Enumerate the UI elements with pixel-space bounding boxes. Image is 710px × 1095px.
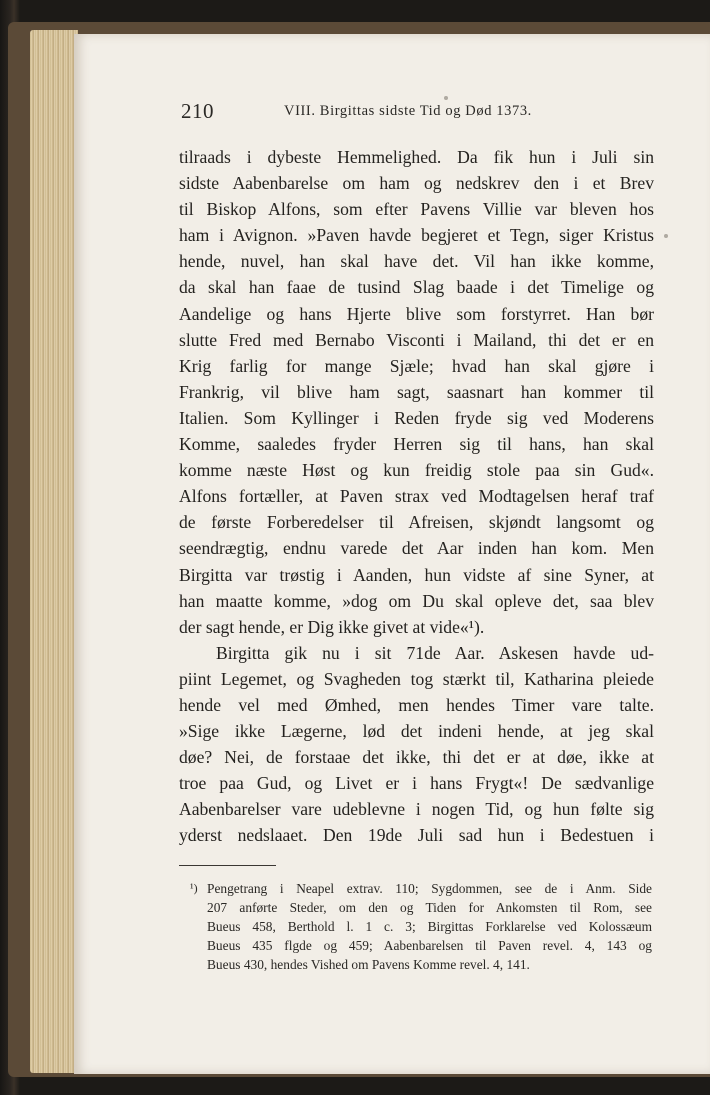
text-line: sidste Aabenbarelse om ham og nedskrev den i et Brev xyxy=(179,173,654,194)
text-line: de første Forberedelser til Afreisen, skjøndt langsomt og xyxy=(179,512,654,533)
text-line: »Sige ikke Lægerne, lød det indeni hende, at jeg skal xyxy=(179,721,654,742)
footnote-line xyxy=(180,880,652,899)
text-line: komme næste Høst og kun freidig stole paa sin Gud«. xyxy=(179,460,654,481)
footnotes xyxy=(180,880,652,974)
text-line: Aabenbarelser vare udeblevne i nogen Tid, og hun følte sig xyxy=(179,799,654,820)
footnote-marker: ¹) xyxy=(190,881,198,895)
text-line: troe paa Gud, og Livet er i hans Frygt«! De sædvanlige xyxy=(179,773,654,794)
text-line: Alfons fortæller, at Paven strax ved Modtagelsen heraf traf xyxy=(179,486,654,507)
footnote-line: Bueus 458, Berthold l. 1 c. 3; Birgittas Forklarelse ved Kolossæum xyxy=(207,918,652,934)
running-title: VIII. Birgittas sidste Tid og Død 1373. xyxy=(284,103,532,119)
text-line: hende vel med Ømhed, men hendes Timer vare talte. xyxy=(179,694,654,715)
text-line: da skal han faae de tusind Slag baade i det Timelige og xyxy=(179,277,654,298)
text-line: piint Legemet, og Svagheden tog stærkt til, Katharina pleiede xyxy=(179,668,654,689)
body-text xyxy=(179,144,654,849)
text-line: hende, nuvel, han skal have det. Vil han ikke komme, xyxy=(179,251,654,272)
text-line: til Biskop Alfons, som efter Pavens Villie var bleven hos xyxy=(179,199,654,220)
page-edges xyxy=(30,30,78,1073)
text-line: Aandelige og hans Hjerte blive som forstyrret. Han bør xyxy=(179,303,654,324)
text-line: Frankrig, vil blive ham sagt, saasnart han kommer til xyxy=(179,381,654,402)
footnote-line: Bueus 430, hendes Vished om Pavens Komme revel. 4, 141. xyxy=(207,956,530,972)
text-line: der sagt hende, er Dig ikke givet at vide«¹). xyxy=(179,616,485,637)
page-number: 210 xyxy=(181,99,214,123)
footnote-line: 207 anførte Steder, om den og Tiden for Ankomsten til Rom, see xyxy=(207,899,652,915)
text-line: Komme, saaledes fryder Herren sig til hans, han skal xyxy=(179,434,654,455)
text-line: han maatte komme, »dog om Du skal opleve det, saa blev xyxy=(179,590,654,611)
page-header xyxy=(108,82,668,142)
footnote-text: Pengetrang i Neapel extrav. 110; Sygdommen, see de i Anm. Side xyxy=(207,881,652,896)
text-line: Italien. Som Kyllinger i Reden fryde sig ved Moderens xyxy=(179,407,654,428)
footnote-rule xyxy=(179,865,276,866)
text-line: Krig farlig for mange Sjæle; hvad han skal gjøre i xyxy=(179,355,654,376)
paper-spot xyxy=(664,234,668,238)
text-line: døe? Nei, de forstaae det ikke, thi det er at døe, ikke at xyxy=(179,747,654,768)
footnote-line: Bueus 435 flgde og 459; Aabenbarelsen til Paven revel. 4, 143 og xyxy=(207,937,652,953)
text-line: ham i Avignon. »Paven havde begjeret et Tegn, siger Kristus xyxy=(179,225,654,246)
text-line: seendrægtig, endnu varede det Aar inden han kom. Men xyxy=(179,538,654,559)
text-line: tilraads i dybeste Hemmelighed. Da fik hun i Juli sin xyxy=(179,147,654,167)
text-line: slutte Fred med Bernabo Visconti i Mailand, thi det er en xyxy=(179,329,654,350)
text-line: Birgitta var trøstig i Aanden, hun vidste af sine Syner, at xyxy=(179,564,654,585)
text-line-paragraph-start: Birgitta gik nu i sit 71de Aar. Askesen havde ud- xyxy=(216,642,654,663)
text-line: yderst nedslaaet. Den 19de Juli sad hun i Bedestuen i xyxy=(179,825,654,846)
